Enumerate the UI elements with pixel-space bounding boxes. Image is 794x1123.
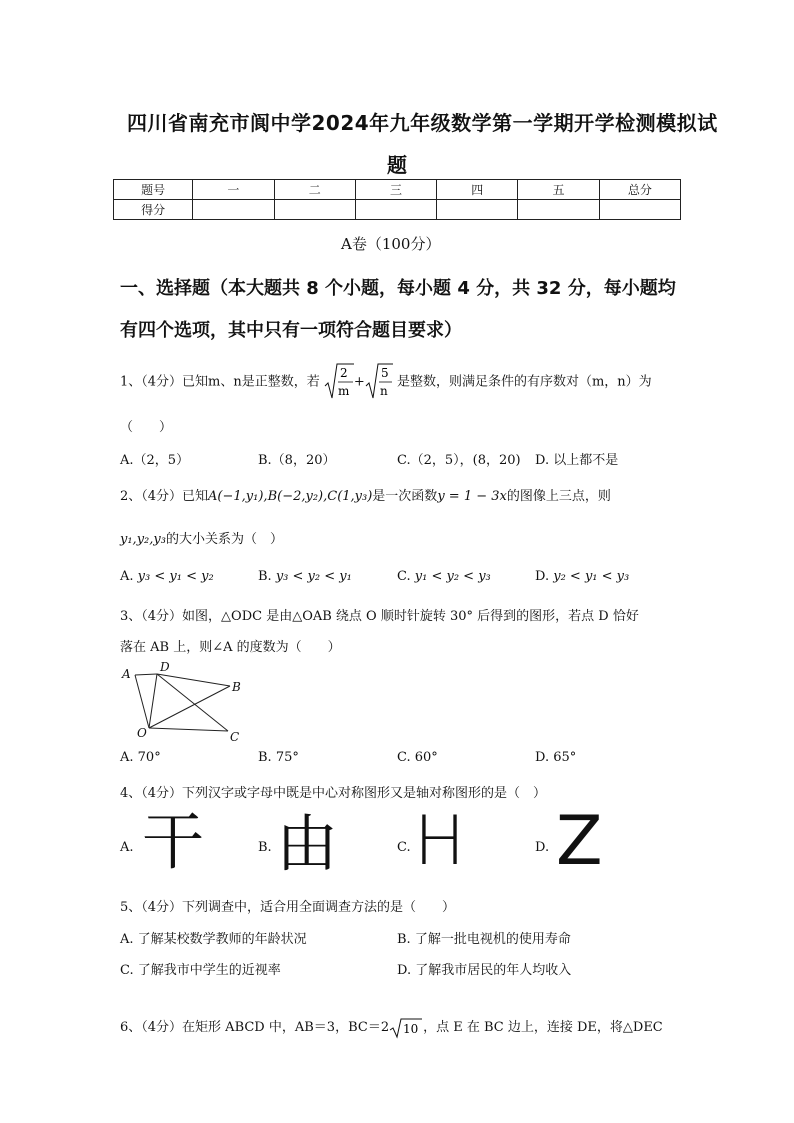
score-table-header-row [114, 180, 681, 200]
fig-label-A: A [122, 667, 131, 681]
question-1 [120, 362, 652, 402]
q2-option-c-label: C. [397, 569, 411, 584]
q1-option-b[interactable]: B.（8，20） [258, 453, 336, 468]
fig-segment-DB [157, 674, 230, 686]
part1-heading-line1: 一、选择题（本大题共 8 个小题，每小题 4 分，共 32 分，每小题均 [120, 278, 676, 299]
fig-label-O: O [137, 726, 147, 740]
fig-segment-OD [149, 674, 157, 728]
q1-frac2-num: 5 [380, 366, 389, 380]
q1-radical-2 [365, 362, 393, 402]
score-cell[interactable] [599, 200, 680, 220]
q2-option-b-label: B. [258, 569, 272, 584]
fig-segment-AD [135, 674, 157, 675]
q2-option-d-text: y₂ < y₁ < y₃ [553, 569, 630, 584]
score-cell[interactable] [518, 200, 599, 220]
fig-label-C: C [230, 730, 240, 744]
fig-segment-OC [149, 728, 228, 731]
score-table-score-row [114, 200, 681, 220]
q5-option-a[interactable]: A. 了解某校数学教师的年龄状况 [120, 932, 307, 947]
q1-plus: + [353, 374, 365, 390]
q5-option-c[interactable]: C. 了解我市中学生的近视率 [120, 963, 281, 978]
q2-option-b-text: y₃ < y₂ < y₁ [275, 569, 352, 584]
q1-frac2-den: n [379, 384, 388, 398]
question-3-line1: 3、（4分）如图，△ODC 是由△OAB 绕点 O 顺时针旋转 30° 后得到的图形，若点 D 恰好 [120, 609, 639, 624]
score-cell[interactable] [274, 200, 355, 220]
q2-option-d-label: D. [535, 569, 550, 584]
score-header-cell: 题号 [114, 180, 193, 200]
q2-vars: y₁,y₂,y₃ [120, 532, 166, 547]
q1-answer-paren: （ ） [120, 420, 173, 435]
score-header-cell: 一 [193, 180, 274, 200]
fig-label-B: B [232, 680, 241, 694]
q1-frac1-den: m [337, 384, 350, 398]
question-3-line2: 落在 AB 上，则∠A 的度数为（ ） [120, 640, 341, 655]
q1-option-a[interactable]: A.（2，5） [120, 453, 190, 468]
q2-line2-text: 的大小关系为（ ） [165, 532, 283, 547]
q2-middle: 是一次函数 [372, 489, 438, 504]
q2-option-a-label: A. [120, 569, 134, 584]
q1-suffix: 是整数，则满足条件的有序数对（m，n）为 [396, 374, 652, 390]
q6-suffix: ，点 E 在 BC 边上，连接 DE，将△DEC [423, 1020, 663, 1035]
q1-option-c[interactable]: C.（2，5），(8，20) [397, 453, 521, 468]
doc-title-line1: 四川省南充市阆中学2024年九年级数学第一学期开学检测模拟试 [127, 111, 718, 135]
q2-option-d[interactable] [535, 569, 629, 584]
q2-prefix: 2、（4分）已知 [120, 489, 209, 504]
q5-option-b[interactable]: B. 了解一批电视机的使用寿命 [397, 932, 571, 947]
question-2-line1 [120, 485, 611, 504]
score-header-cell: 四 [437, 180, 518, 200]
fig-segment-AO [135, 675, 149, 728]
q2-suffix: 的图像上三点，则 [506, 489, 611, 504]
q4-option-b[interactable]: B. [258, 840, 272, 855]
q2-option-c-text: y₁ < y₂ < y₃ [414, 569, 491, 584]
q4-option-d[interactable]: D. [535, 840, 550, 855]
q5-option-d[interactable]: D. 了解我市居民的年人均收入 [397, 963, 572, 978]
q3-option-a[interactable]: A. 70° [120, 750, 161, 765]
score-cell[interactable] [355, 200, 436, 220]
q4-option-a[interactable]: A. [120, 840, 134, 855]
fig-label-D: D [160, 660, 170, 674]
q4-glyph-b: 由 [276, 807, 339, 880]
q4-glyph-a: 干 [142, 805, 205, 878]
q2-option-c[interactable] [397, 569, 491, 584]
question-5-line1: 5、（4分）下列调查中，适合用全面调查方法的是（ ） [120, 900, 456, 915]
q2-function: y = 1 − 3x [437, 489, 507, 504]
score-header-cell: 总分 [599, 180, 680, 200]
q2-option-b[interactable] [258, 569, 352, 584]
radical-icon [389, 1017, 423, 1039]
score-table [113, 179, 681, 220]
question-4-line1: 4、（4分）下列汉字或字母中既是中心对称图形又是轴对称图形的是（ ） [120, 786, 547, 801]
radical-icon [365, 362, 393, 402]
fig-segment-DC [157, 674, 228, 731]
q2-points: A(−1,y₁),B(−2,y₂),C(1,y₃) [208, 489, 373, 504]
q1-radical-1 [324, 362, 354, 402]
q4-option-c[interactable]: C. [397, 840, 411, 855]
question-6-line1 [120, 1016, 663, 1039]
q2-option-a-text: y₃ < y₁ < y₂ [137, 569, 214, 584]
score-cell[interactable] [437, 200, 518, 220]
q4-glyph-d: Z [556, 802, 603, 881]
q1-prefix: 1、（4分）已知m、n是正整数，若 [120, 374, 320, 390]
section-a-heading: A卷（100分） [341, 235, 441, 253]
q3-option-d[interactable]: D. 65° [535, 750, 577, 765]
q6-prefix: 6、（4分）在矩形 ABCD 中，AB＝3，BC＝2 [120, 1020, 390, 1035]
q6-sqrt-value: 10 [403, 1021, 419, 1036]
q1-option-d[interactable]: D. 以上都不是 [535, 453, 619, 468]
score-row-label: 得分 [114, 200, 193, 220]
score-header-cell: 三 [355, 180, 436, 200]
score-header-cell: 五 [518, 180, 599, 200]
score-cell[interactable] [193, 200, 274, 220]
q1-frac1-num: 2 [339, 366, 348, 380]
part1-heading-line2: 有四个选项，其中只有一项符合题目要求） [120, 320, 462, 341]
doc-title-line2: 题 [387, 153, 408, 177]
radical-icon [324, 362, 354, 402]
fig-segment-OB [149, 686, 230, 728]
q3-figure [115, 658, 255, 748]
q3-option-b[interactable]: B. 75° [258, 750, 299, 765]
question-2-line2 [120, 528, 283, 547]
q4-glyph-c: H [414, 802, 466, 881]
score-header-cell: 二 [274, 180, 355, 200]
q3-option-c[interactable]: C. 60° [397, 750, 438, 765]
q2-option-a[interactable] [120, 569, 214, 584]
